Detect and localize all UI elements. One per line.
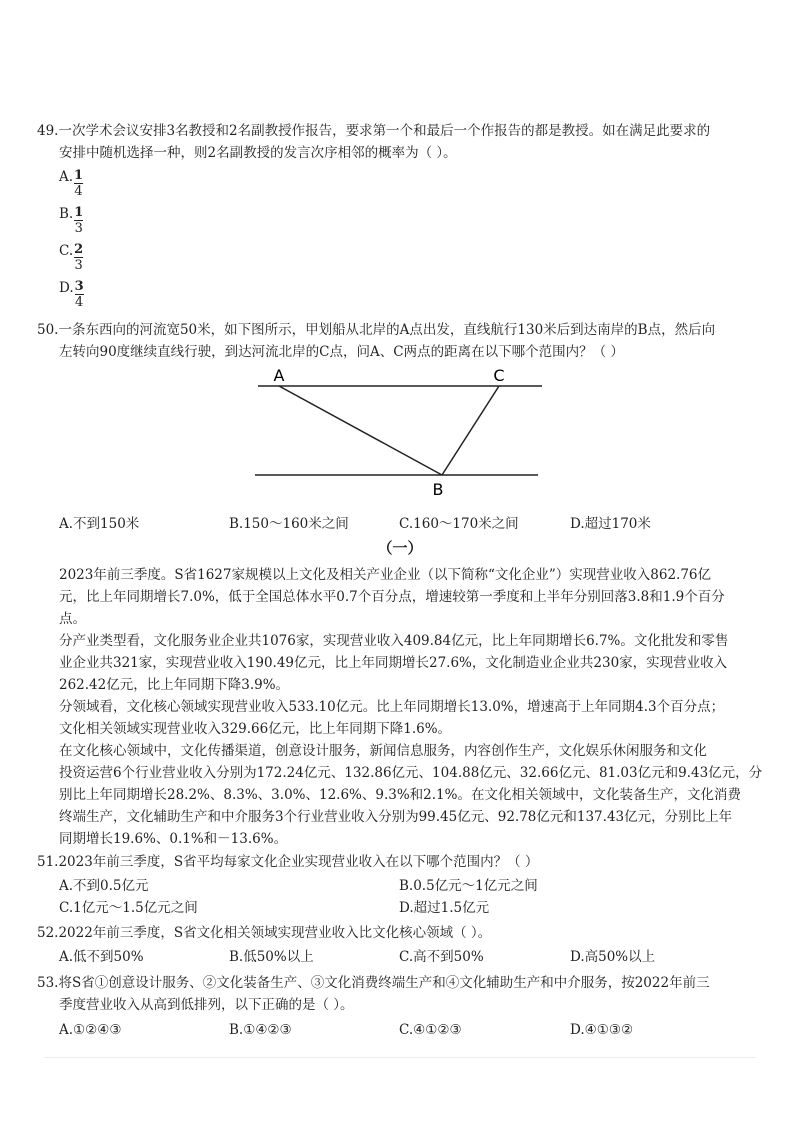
q51-option-d[interactable]: D.超过1.5亿元: [399, 900, 490, 916]
path-bc-line: [442, 386, 499, 475]
q49-stem-line1: 49.一次学术会议安排3名教授和2名副教授作报告，要求第一个和最后一个作报告的都是教授。如在满足此要求的: [37, 123, 711, 139]
q52-option-a[interactable]: A.低不到50%: [59, 949, 144, 965]
path-ab-line: [279, 386, 442, 475]
point-a-label: A: [273, 366, 285, 385]
passage-line: 2023年前三季度。S省1627家规模以上文化及相关产业企业（以下简称“文化企业”）实现营业收入862.76亿: [59, 567, 712, 583]
q50-stem-line2: 左转向90度继续直线行驶，到达河流北岸的C点，问A、C两点的距离在以下哪个范围内？（ ）: [59, 344, 624, 360]
option-label: D.: [59, 280, 74, 296]
point-c-label: C: [493, 366, 505, 385]
q53-stem-line2: 季度营业收入从高到低排列，以下正确的是（ ）。: [59, 997, 354, 1013]
passage-line: 元，比上年同期增长7.0%，低于全国总体水平0.7个百分点，增速较第一季度和上半年分别回落3.8和1.9个百分: [59, 589, 725, 605]
fraction-numerator: 1: [74, 205, 84, 220]
section-title: （一）: [377, 539, 423, 557]
river-diagram: [0, 0, 800, 520]
q53-option-c[interactable]: C.④①②③: [399, 1022, 462, 1038]
q53-option-d[interactable]: D.④①③②: [570, 1022, 634, 1038]
q52-option-d[interactable]: D.高50%以上: [570, 949, 656, 965]
q53-option-b[interactable]: B.①④②③: [229, 1022, 292, 1038]
q52-stem: 52.2022年前三季度，S省文化相关领域实现营业收入比文化核心领域（ ）。: [37, 925, 492, 941]
q49-stem-line2: 安排中随机选择一种，则2名副教授的发言次序相邻的概率为（ ）。: [59, 145, 457, 161]
q53-stem-line1: 53.将S省①创意设计服务、②文化装备生产、③文化消费终端生产和④文化辅助生产和中介服务，按2022年前三: [37, 975, 710, 991]
fraction-numerator: 3: [74, 279, 84, 294]
q50-stem-line1: 50.一条东西向的河流宽50米，如下图所示，甲划船从北岸的A点出发，直线航行130米后到达南岸的B点，然后向: [37, 322, 716, 338]
option-label: C.: [59, 243, 74, 259]
passage-line: 分领域看，文化核心领域实现营业收入533.10亿元。比上年同期增长13.0%，增速高于上年同期4.3个百分点；: [59, 699, 725, 715]
option-label: B.: [59, 206, 74, 222]
fraction-denominator: 3: [74, 258, 83, 273]
fraction-denominator: 4: [74, 184, 83, 199]
passage-line: 投资运营6个行业营业收入分别为172.24亿元、132.86亿元、104.88亿元、32.66亿元、81.03亿元和9.43亿元，分: [59, 765, 763, 781]
passage-line: 点。: [59, 611, 86, 627]
passage-line: 文化相关领域实现营业收入329.66亿元，比上年同期下降1.6%。: [59, 721, 452, 737]
passage-line: 同期增长19.6%、0.1%和－13.6%。: [59, 831, 288, 847]
point-b-label: B: [432, 480, 444, 499]
q53-option-a[interactable]: A.①②④③: [59, 1022, 122, 1038]
q50-option-a[interactable]: A.不到150米: [59, 516, 140, 532]
q51-option-b[interactable]: B.0.5亿元～1亿元之间: [399, 878, 538, 894]
q50-option-d[interactable]: D.超过170米: [570, 516, 651, 532]
q50-option-b[interactable]: B.150～160米之间: [229, 516, 349, 532]
passage-line: 262.42亿元，比上年同期下降3.9%。: [59, 677, 290, 693]
option-label: A.: [59, 169, 74, 185]
fraction-numerator: 2: [74, 242, 84, 257]
q51-stem: 51.2023年前三季度，S省平均每家文化企业实现营业收入在以下哪个范围内？（ ）: [37, 854, 539, 870]
passage-line: 在文化核心领域中，文化传播渠道，创意设计服务，新闻信息服务，内容创作生产，文化娱乐休闲服务和文化: [59, 743, 707, 759]
passage-line: 终端生产，文化辅助生产和中介服务3个行业营业收入分别为99.45亿元、92.78亿元和137.43亿元，分别比上年: [59, 809, 733, 825]
fraction-numerator: 1: [74, 168, 84, 183]
q51-option-c[interactable]: C.1亿元～1.5亿元之间: [59, 900, 198, 916]
passage-line: 分产业类型看，文化服务业企业共1076家，实现营业收入409.84亿元，比上年同期增长6.7%。文化批发和零售: [59, 633, 729, 649]
q50-option-c[interactable]: C.160～170米之间: [399, 516, 519, 532]
q51-option-a[interactable]: A.不到0.5亿元: [59, 878, 149, 894]
passage-line: 别比上年同期增长28.2%、8.3%、3.0%、12.6%、9.3%和2.1%。在文化相关领域中，文化装备生产，文化消费: [59, 787, 741, 803]
passage-line: 业企业共321家，实现营业收入190.49亿元，比上年同期增长27.6%，文化制造业企业共230家，实现营业收入: [59, 655, 728, 671]
footer-divider: [44, 1057, 756, 1058]
fraction-denominator: 4: [75, 295, 84, 310]
q52-option-c[interactable]: C.高不到50%: [399, 949, 484, 965]
q52-option-b[interactable]: B.低50%以上: [229, 949, 314, 965]
fraction-denominator: 3: [74, 221, 83, 236]
